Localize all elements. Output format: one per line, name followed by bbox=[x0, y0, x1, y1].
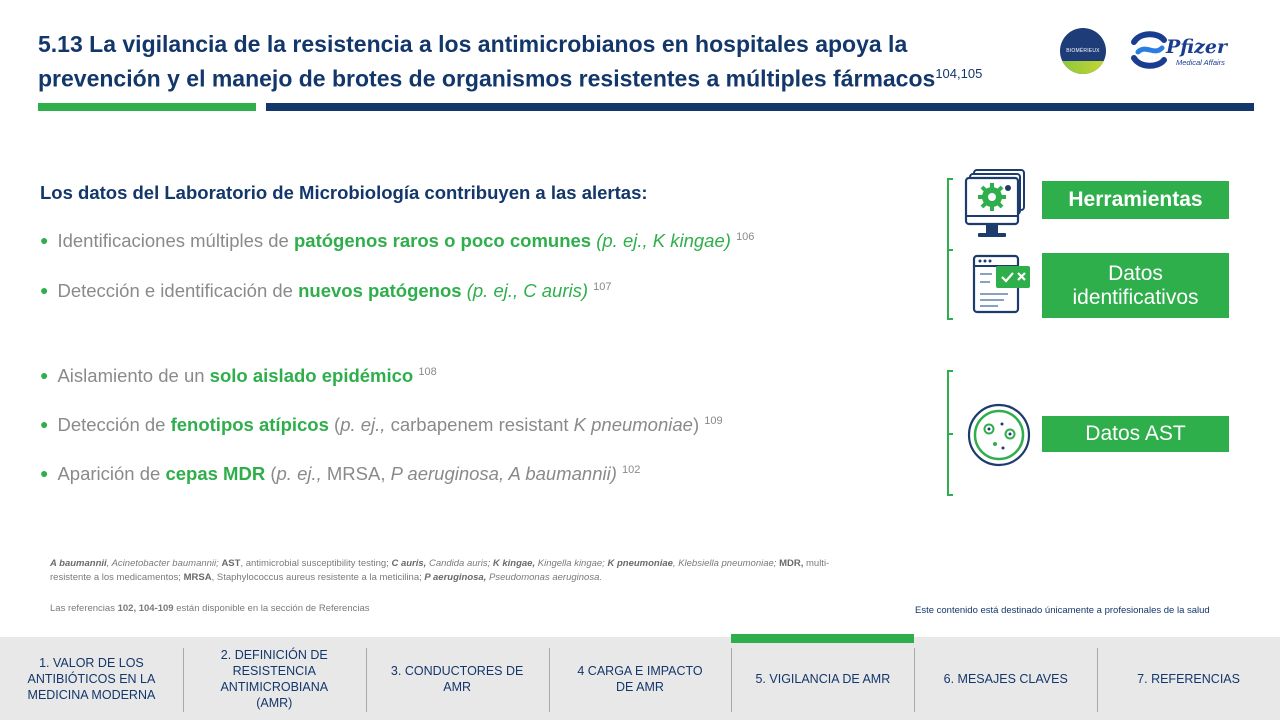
petri-dish-icon bbox=[966, 402, 1032, 468]
bullet-organism: K pneumoniae bbox=[573, 414, 693, 435]
bullet-ref: 107 bbox=[593, 280, 612, 293]
tools-box: Herramientas bbox=[1042, 181, 1229, 219]
abbr-term: K kingae, bbox=[492, 558, 536, 569]
nav-item-2[interactable]: 2. DEFINICIÓN DE RESISTENCIA ANTIMICROBIANA (AMR) bbox=[183, 637, 366, 720]
abbr-def: Candida auris; bbox=[426, 558, 493, 569]
biomerieux-logo-text: BIOMÉRIEUX bbox=[1066, 48, 1100, 54]
bullet-highlight: solo aislado epidémico bbox=[209, 365, 414, 386]
pfizer-logo bbox=[1130, 28, 1240, 74]
bullet-ref: 108 bbox=[418, 365, 437, 378]
bracket-tick bbox=[947, 433, 953, 435]
pfizer-logo-sub: Medical Affairs bbox=[1176, 58, 1225, 67]
nav-item-4[interactable]: 4 CARGA E IMPACTO DE AMR bbox=[549, 637, 732, 720]
bullet-dot: ● bbox=[40, 232, 49, 248]
abbr-term: MDR, bbox=[779, 558, 804, 569]
bullet-example: carbapenem resistant bbox=[385, 414, 574, 435]
bullet-highlight: fenotipos atípicos bbox=[170, 414, 329, 435]
nav-item-6[interactable]: 6. MESAJES CLAVES bbox=[914, 637, 1097, 720]
abbr-def: Pseudomonas aeruginosa. bbox=[486, 572, 603, 583]
bullet-highlight: cepas MDR bbox=[165, 463, 266, 484]
bullet-text: Detección e identificación de bbox=[57, 280, 299, 301]
bullet-dot: ● bbox=[40, 465, 49, 481]
bullet-example-prefix: p. ej., bbox=[276, 463, 322, 484]
bullet-example: MRSA, bbox=[321, 463, 391, 484]
biomerieux-logo bbox=[1060, 28, 1106, 74]
abbr-def: , Klebsiella pneumoniae; bbox=[672, 558, 780, 569]
section-nav bbox=[0, 637, 1280, 720]
nav-item-7[interactable]: 7. REFERENCIAS bbox=[1097, 637, 1280, 720]
bullet-organism: P aeruginosa, A baumannii) bbox=[390, 463, 617, 484]
bullet-atypical-phenotypes bbox=[40, 414, 723, 436]
nav-item-3[interactable]: 3. CONDUCTORES DE AMR bbox=[366, 637, 549, 720]
monitor-gear-icon bbox=[964, 168, 1028, 242]
bullet-rare-pathogens bbox=[40, 230, 754, 252]
refs-numbers: 102, 104-109 bbox=[117, 603, 174, 614]
bullet-text: Aislamiento de un bbox=[57, 365, 210, 386]
title-refs: 104,105 bbox=[935, 66, 983, 81]
abbr-term: P aeruginosa, bbox=[424, 572, 487, 583]
title-line-2: prevención y el manejo de brotes de organismos resistentes a múltiples fármacos bbox=[38, 65, 936, 92]
abbr-def: , Acinetobacter baumannii; bbox=[106, 558, 222, 569]
title-accent-green bbox=[38, 103, 256, 111]
bullet-ref: 109 bbox=[704, 414, 723, 427]
abbr-def: Kingella kingae; bbox=[535, 558, 608, 569]
abbr-term: C auris, bbox=[391, 558, 427, 569]
bullet-example: (p. ej., K kingae) bbox=[591, 230, 731, 251]
references-note bbox=[50, 603, 370, 614]
abbr-term: A baumannii bbox=[50, 558, 107, 569]
bullet-text: Aparición de bbox=[57, 463, 166, 484]
bullet-dot: ● bbox=[40, 282, 49, 298]
bullet-highlight: patógenos raros o poco comunes bbox=[294, 230, 592, 251]
abbr-term: AST bbox=[221, 558, 241, 569]
bullet-ref: 106 bbox=[736, 230, 755, 243]
section-heading: Los datos del Laboratorio de Microbiología contribuyen a las alertas: bbox=[40, 182, 648, 203]
bullet-paren: ) bbox=[692, 414, 700, 435]
page-title bbox=[38, 30, 1048, 94]
biomerieux-logo-band bbox=[1060, 61, 1106, 74]
pfizer-helix-icon bbox=[1130, 30, 1168, 70]
bracket-bottom bbox=[947, 370, 953, 496]
abbr-def: , antimicrobial susceptibility testing; bbox=[240, 558, 392, 569]
nav-item-5[interactable]: 5. VIGILANCIA DE AMR bbox=[731, 637, 914, 720]
bracket-tick bbox=[947, 249, 953, 251]
bullet-ref: 102 bbox=[622, 463, 641, 476]
pfizer-logo-word: Pfizer bbox=[1166, 36, 1227, 58]
bullet-dot: ● bbox=[40, 367, 49, 383]
bullet-mdr-strains bbox=[40, 463, 640, 485]
bracket-top bbox=[947, 178, 953, 320]
checklist-icon bbox=[968, 252, 1038, 316]
title-accent-blue bbox=[266, 103, 1254, 111]
refs-text: Las referencias bbox=[50, 603, 118, 614]
bullet-highlight: nuevos patógenos bbox=[298, 280, 462, 301]
ast-data-box: Datos AST bbox=[1042, 416, 1229, 452]
bullet-example-prefix: p. ej., bbox=[340, 414, 386, 435]
abbr-def: multi-resistente a los medicamentos; bbox=[50, 558, 830, 583]
id-data-box: Datos identificativos bbox=[1042, 253, 1229, 318]
bullet-text: Identificaciones múltiples de bbox=[57, 230, 294, 251]
abbr-term: MRSA bbox=[183, 572, 212, 583]
bullet-paren: ( bbox=[265, 463, 277, 484]
bullet-dot: ● bbox=[40, 416, 49, 432]
refs-text: están disponible en la sección de Referencias bbox=[173, 603, 370, 614]
bullet-text: Detección de bbox=[57, 414, 171, 435]
bullet-epidemic-isolate bbox=[40, 365, 437, 387]
bullet-example: (p. ej., C auris) bbox=[461, 280, 589, 301]
bullet-new-pathogens bbox=[40, 280, 612, 302]
title-line-1: 5.13 La vigilancia de la resistencia a los antimicrobianos en hospitales apoya la bbox=[38, 31, 908, 57]
nav-item-1[interactable]: 1. VALOR DE LOS ANTIBIÓTICOS EN LA MEDICINA MODERNA bbox=[27, 655, 156, 702]
abbr-def: , Staphylococcus aureus resistente a la meticilina; bbox=[211, 572, 425, 583]
bullet-paren: ( bbox=[328, 414, 341, 435]
abbreviations-footnote bbox=[50, 557, 850, 585]
audience-note: Este contenido está destinado únicamente a profesionales de la salud bbox=[915, 605, 1210, 616]
abbr-term: K pneumoniae bbox=[607, 558, 673, 569]
